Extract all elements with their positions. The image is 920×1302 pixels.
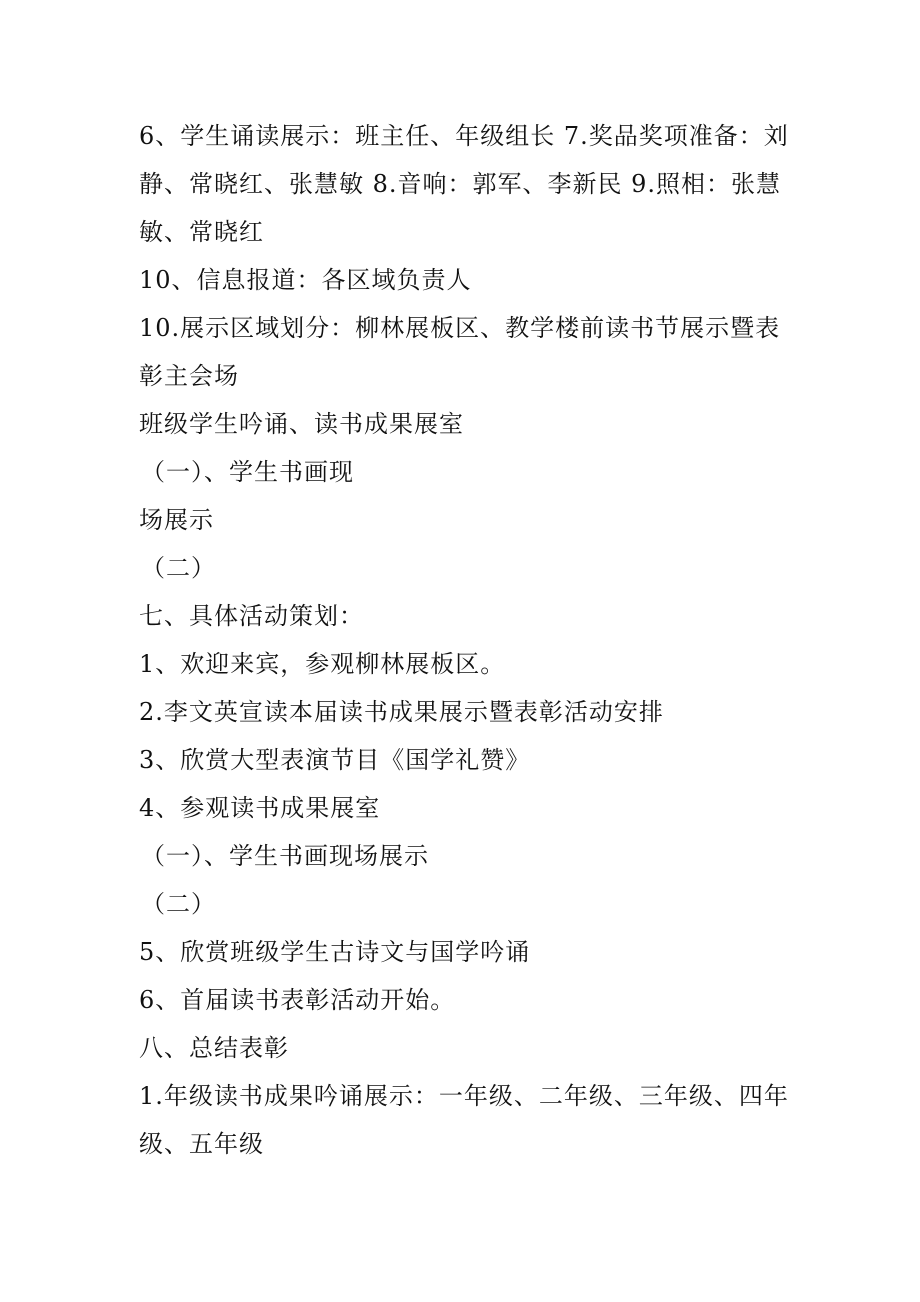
paragraph-subitem-one-a: （一）、学生书画现 — [141, 458, 354, 486]
list-subitem-two: （二） — [141, 890, 216, 918]
list-subitem-calligraphy: （一）、学生书画现场展示 — [141, 842, 429, 870]
list-item-welcome: 1、欢迎来宾，参观柳林展板区。 — [139, 650, 506, 678]
section-heading-activity-plan: 七、具体活动策划： — [139, 602, 364, 630]
list-item-recital: 5、欣赏班级学生古诗文与国学吟诵 — [139, 938, 531, 966]
paragraph-area-division: 10.展示区域划分：柳林展板区、教学楼前读书节展示暨表彰主会场 — [139, 314, 781, 390]
paragraph-info-report: 10、信息报道：各区域负责人 — [139, 266, 472, 294]
list-item-commendation-start: 6、首届读书表彰活动开始。 — [139, 986, 456, 1014]
list-item-performance: 3、欣赏大型表演节目《国学礼赞》 — [139, 746, 531, 774]
paragraph-subitem-one-b: 场展示 — [139, 506, 214, 534]
paragraph-subitem-two: （二） — [141, 554, 216, 582]
list-item-visit-room: 4、参观读书成果展室 — [139, 794, 381, 822]
list-item-grade-showcase: 1.年级读书成果吟诵展示：一年级、二年级、三年级、四年级、五年级 — [139, 1082, 789, 1158]
document-body — [139, 112, 789, 1168]
paragraph-class-recital-room: 班级学生吟诵、读书成果展室 — [139, 410, 464, 438]
paragraph-staff-assignments: 6、学生诵读展示：班主任、年级组长 7.奖品奖项准备：刘静、常晓红、张慧敏 8.音响：郭军、李新民 9.照相：张慧敏、常晓红 — [139, 122, 789, 246]
list-item-announcement: 2.李文英宣读本届读书成果展示暨表彰活动安排 — [139, 698, 664, 726]
section-heading-summary: 八、总结表彰 — [139, 1034, 289, 1062]
